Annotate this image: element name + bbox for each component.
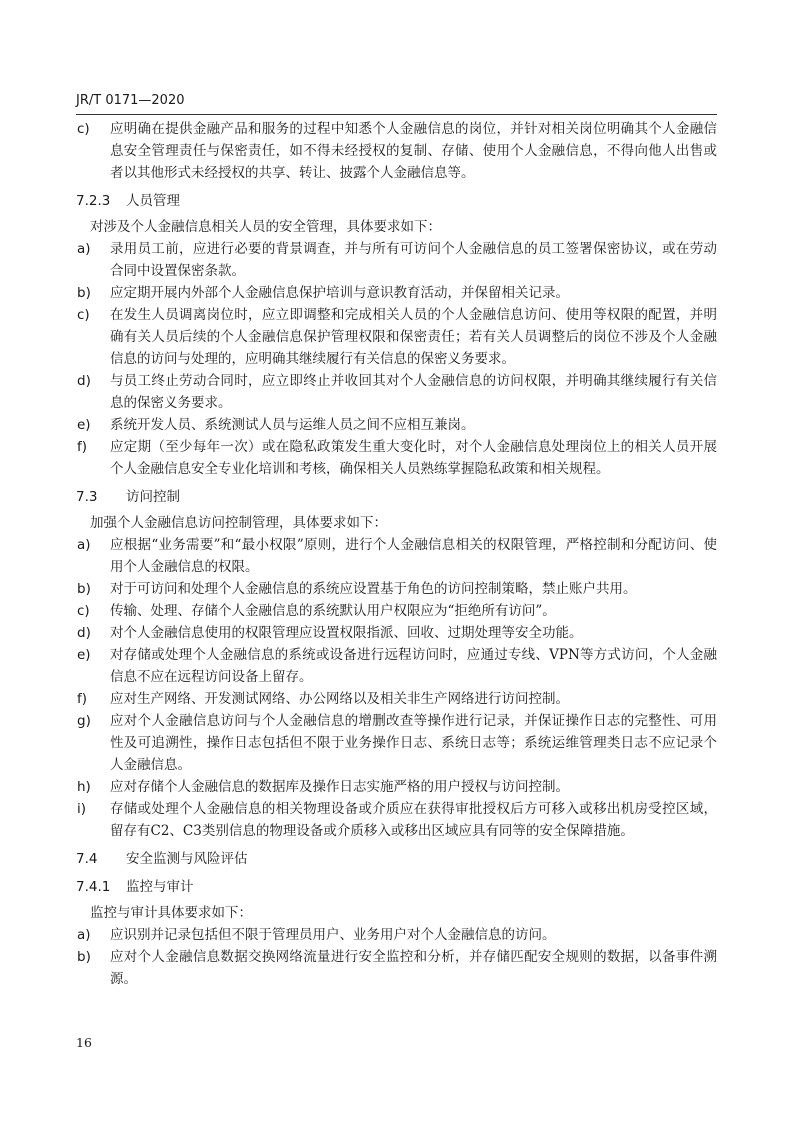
section-intro: 加强个人金融信息访问控制管理，具体要求如下：: [90, 515, 387, 531]
list-item: [76, 600, 717, 622]
list-item: [76, 414, 717, 436]
header-rule: [76, 114, 717, 115]
list-item: [76, 282, 717, 304]
item-text: 应对个人金融信息访问与个人金融信息的增删改查等操作进行记录，并保证操作日志的完整性、可用性及可追溯性，操作日志包括但不限于业务操作日志、系统日志等；系统运维管理类日志不应记录个人金融信息。: [110, 713, 717, 773]
item-marker: c): [77, 603, 90, 619]
section-intro: 监控与审计具体要求如下：: [90, 905, 252, 921]
list-item: [76, 622, 717, 644]
section-heading-7-4-1: [76, 876, 717, 898]
list-item: [76, 776, 717, 798]
section-title: 人员管理: [126, 193, 180, 209]
section-heading-7-2-3: [76, 190, 717, 212]
item-marker: a): [77, 927, 91, 943]
item-text: 应定期开展内外部个人金融信息保护培训与意识教育活动，并保留相关记录。: [110, 285, 569, 301]
item-marker: e): [77, 417, 91, 433]
item-marker: c): [77, 121, 90, 137]
item-marker: a): [77, 537, 91, 553]
item-text: 存储或处理个人金融信息的相关物理设备或介质应在获得审批授权后方可移入或移出机房受控区域，留存有C2、C3类别信息的物理设备或介质移入或移出区域应具有同等的安全保障措施。: [110, 801, 717, 839]
item-marker: d): [77, 625, 91, 641]
item-text: 传输、处理、存储个人金融信息的系统默认用户权限应为“拒绝所有访问”。: [110, 603, 556, 619]
list-item: [76, 238, 717, 282]
item-marker: i): [77, 801, 87, 817]
item-marker: h): [77, 779, 91, 795]
section-title: 安全监测与风险评估: [126, 851, 248, 867]
item-text: 对个人金融信息使用的权限管理应设置权限指派、回收、过期处理等安全功能。: [110, 625, 583, 641]
item-marker: f): [77, 691, 88, 707]
item-marker: e): [77, 647, 91, 663]
item-text: 应对个人金融信息数据交换网络流量进行安全监控和分析，并存储匹配安全规则的数据，以备事件溯源。: [110, 949, 717, 987]
item-text: 对存储或处理个人金融信息的系统或设备进行远程访问时，应通过专线、VPN等方式访问，个人金融信息不应在远程访问设备上留存。: [110, 647, 717, 685]
section-title: 访问控制: [126, 489, 180, 505]
list-item: [76, 946, 717, 990]
section-title: 监控与审计: [126, 879, 194, 895]
item-text: 应根据“业务需要”和“最小权限”原则，进行个人金融信息相关的权限管理，严格控制和分配访问、使用个人金融信息的权限。: [110, 537, 717, 575]
section-heading-7-3: [76, 486, 717, 508]
document-id: JR/T 0171—2020: [76, 93, 185, 108]
list-item: [76, 710, 717, 776]
list-item: [76, 688, 717, 710]
item-marker: a): [77, 241, 91, 257]
item-text: 应对存储个人金融信息的数据库及操作日志实施严格的用户授权与访问控制。: [110, 779, 569, 795]
list-item: [76, 644, 717, 688]
item-text: 与员工终止劳动合同时，应立即终止并收回其对个人金融信息的访问权限，并明确其继续履行有关信息的保密义务要求。: [110, 373, 717, 411]
item-marker: f): [77, 439, 88, 455]
item-marker: b): [77, 949, 91, 965]
item-marker: b): [77, 581, 91, 597]
item-text: 应定期（至少每年一次）或在隐私政策发生重大变化时，对个人金融信息处理岗位上的相关人员开展个人金融信息安全专业化培训和考核，确保相关人员熟练掌握隐私政策和相关规程。: [110, 439, 717, 477]
list-item: [76, 534, 717, 578]
section-heading-7-4: [76, 848, 717, 870]
list-7-4-1: [76, 924, 717, 990]
section-number: 7.2.3: [76, 193, 111, 209]
section-number: 7.4: [76, 851, 98, 867]
item-marker: d): [77, 373, 91, 389]
item-text: 应明确在提供金融产品和服务的过程中知悉个人金融信息的岗位，并针对相关岗位明确其个人金融信息安全管理责任与保密责任，如不得未经授权的复制、存储、使用个人金融信息，不得向他人出售或者以其他形式未经授权的共享、转让、披露个人金融信息等。: [110, 121, 717, 181]
list-7-2-3: [76, 238, 717, 480]
section-number: 7.4.1: [76, 879, 111, 895]
page-number: 16: [76, 1035, 92, 1050]
item-marker: g): [77, 713, 91, 729]
list-item: [76, 798, 717, 842]
item-text: 录用员工前，应进行必要的背景调查，并与所有可访问个人金融信息的员工签署保密协议，或在劳动合同中设置保密条款。: [110, 241, 717, 279]
item-text: 应识别并记录包括但不限于管理员用户、业务用户对个人金融信息的访问。: [110, 927, 556, 943]
list-7-3: [76, 534, 717, 842]
item-text: 对于可访问和处理个人金融信息的系统应设置基于角色的访问控制策略，禁止账户共用。: [110, 581, 637, 597]
item-text: 系统开发人员、系统测试人员与运维人员之间不应相互兼岗。: [110, 417, 475, 433]
item-marker: c): [77, 307, 90, 323]
page-content: [76, 118, 717, 990]
list-item: [76, 118, 717, 184]
list-item: [76, 924, 717, 946]
list-item: [76, 370, 717, 414]
section-number: 7.3: [76, 489, 98, 505]
section-intro: 对涉及个人金融信息相关人员的安全管理，具体要求如下：: [90, 219, 441, 235]
list-item: [76, 436, 717, 480]
item-text: 在发生人员调离岗位时，应立即调整和完成相关人员的个人金融信息访问、使用等权限的配置，并明确有关人员后续的个人金融信息保护管理权限和保密责任；若有关人员调整后的岗位不涉及个人金融信息的访问与处理的，应明确其继续履行有关信息的保密义务要求。: [110, 307, 717, 367]
item-text: 应对生产网络、开发测试网络、办公网络以及相关非生产网络进行访问控制。: [110, 691, 569, 707]
item-marker: b): [77, 285, 91, 301]
list-item: [76, 578, 717, 600]
list-item: [76, 304, 717, 370]
